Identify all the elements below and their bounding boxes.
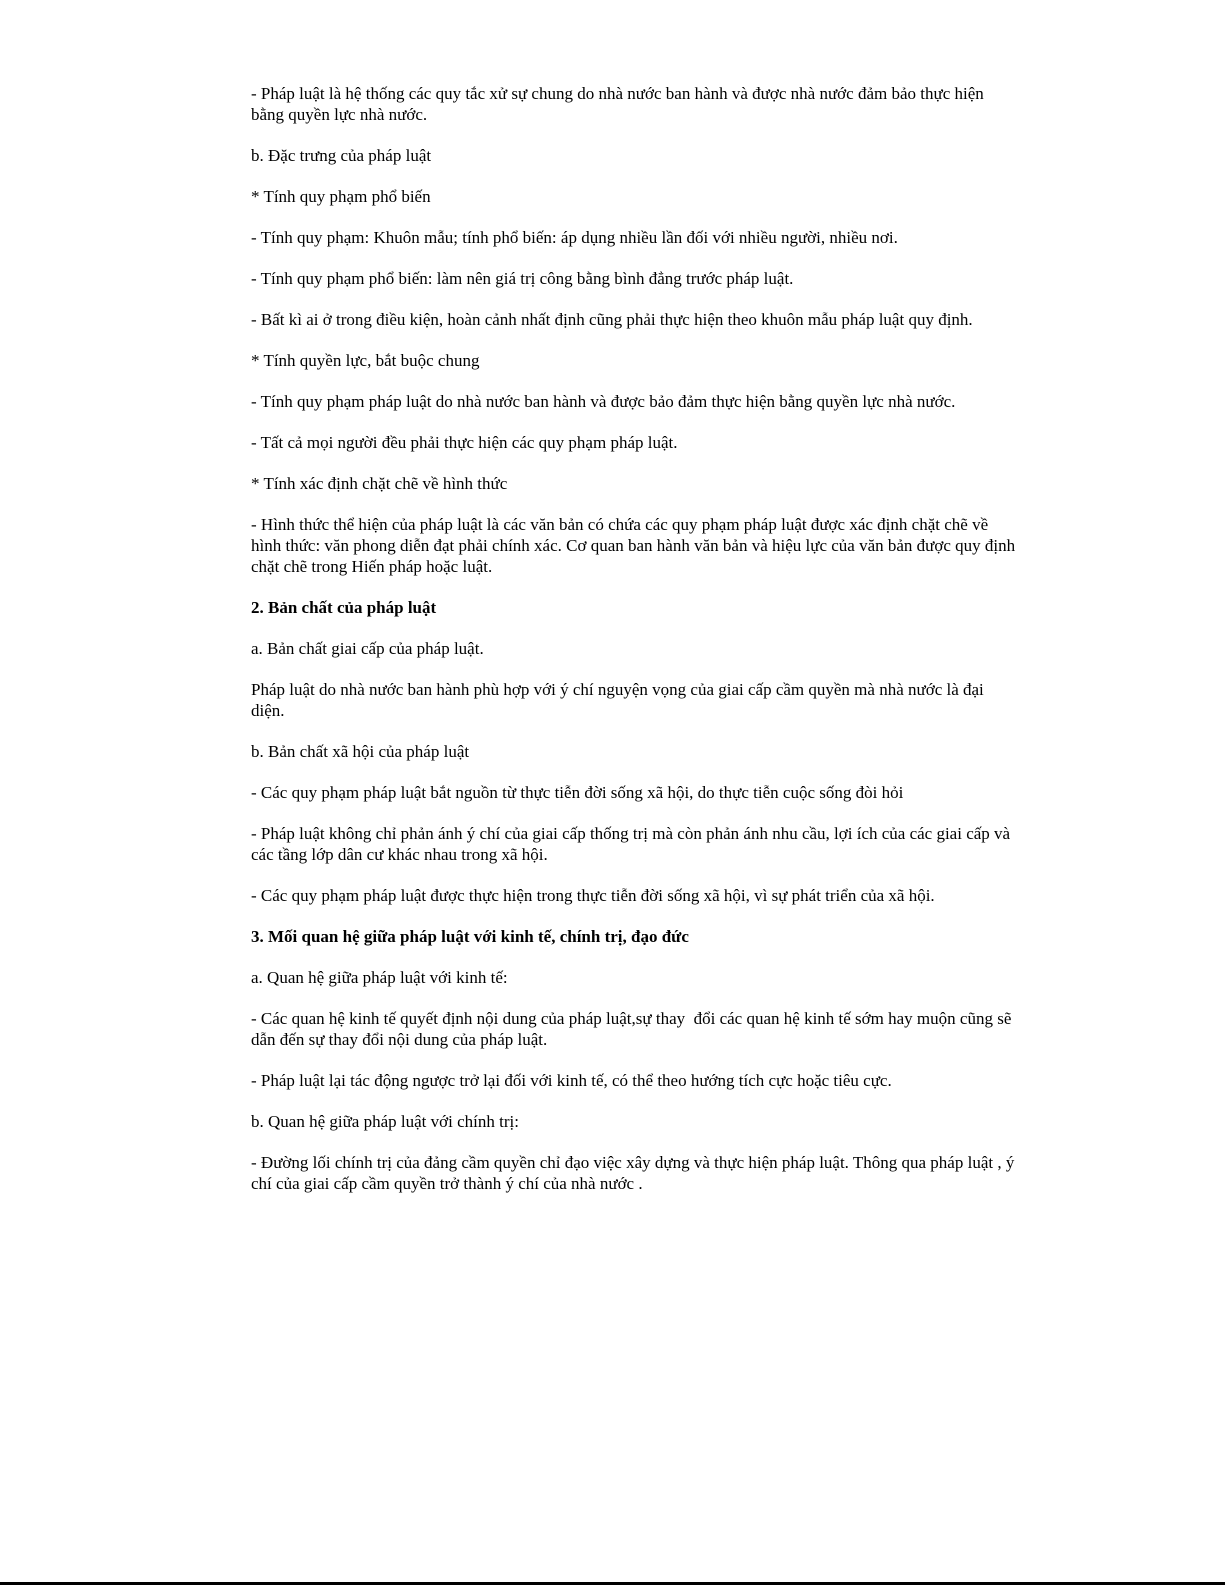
paragraph: - Pháp luật lại tác động ngược trở lại đối với kinh tế, có thể theo hướng tích cực hoặc tiêu cực. — [251, 1071, 892, 1090]
paragraph: - Hình thức thể hiện của pháp luật là các văn bản có chứa các quy phạm pháp luật được xác định chặt chẽ về hình thức: văn phong diễn đạt phải chính xác. Cơ quan ban hành văn bản và hiệu lực của văn bản được quy định chặt chẽ trong Hiến pháp hoặc luật. — [251, 515, 1020, 576]
paragraph: b. Quan hệ giữa pháp luật với chính trị: — [251, 1112, 519, 1131]
paragraph: - Tính quy phạm: Khuôn mẫu; tính phổ biến: áp dụng nhiều lần đối với nhiều người, nhiều nơi. — [251, 228, 898, 247]
paragraph: - Đường lối chính trị của đảng cầm quyền chỉ đạo việc xây dựng và thực hiện pháp luật. Thông qua pháp luật , ý chí của giai cấp cầm quyền trở thành ý chí của nhà nước . — [251, 1153, 1019, 1193]
section-heading: 2. Bản chất của pháp luật — [251, 598, 437, 617]
paragraph: - Pháp luật là hệ thống các quy tắc xử sự chung do nhà nước ban hành và được nhà nước đảm bảo thực hiện bằng quyền lực nhà nước. — [251, 84, 989, 124]
paragraph: - Tất cả mọi người đều phải thực hiện các quy phạm pháp luật. — [251, 433, 678, 452]
paragraph: - Pháp luật không chỉ phản ánh ý chí của giai cấp thống trị mà còn phản ánh nhu cầu, lợi ích của các giai cấp và các tầng lớp dân cư khác nhau trong xã hội. — [251, 824, 1015, 864]
paragraph: * Tính xác định chặt chẽ về hình thức — [251, 474, 508, 493]
paragraph: - Các quan hệ kinh tế quyết định nội dung của pháp luật,sự thay đổi các quan hệ kinh tế sớm hay muộn cũng sẽ dẫn đến sự thay đổi nội dung của pháp luật. — [251, 1009, 1016, 1049]
paragraph: a. Quan hệ giữa pháp luật với kinh tế: — [251, 968, 508, 987]
paragraph: - Tính quy phạm pháp luật do nhà nước ban hành và được bảo đảm thực hiện bằng quyền lực nhà nước. — [251, 392, 956, 411]
document-body — [251, 83, 1021, 1214]
paragraph: - Tính quy phạm phổ biến: làm nên giá trị công bằng bình đẳng trước pháp luật. — [251, 269, 794, 288]
paragraph: - Bất kì ai ở trong điều kiện, hoàn cảnh nhất định cũng phải thực hiện theo khuôn mẫu pháp luật quy định. — [251, 310, 973, 329]
paragraph: - Các quy phạm pháp luật được thực hiện trong thực tiễn đời sống xã hội, vì sự phát triển của xã hội. — [251, 886, 935, 905]
paragraph: * Tính quyền lực, bắt buộc chung — [251, 351, 480, 370]
paragraph: * Tính quy phạm phổ biến — [251, 187, 431, 206]
paragraph: b. Đặc trưng của pháp luật — [251, 146, 432, 165]
section-heading: 3. Mối quan hệ giữa pháp luật với kinh tế, chính trị, đạo đức — [251, 927, 689, 946]
paragraph: b. Bản chất xã hội của pháp luật — [251, 742, 470, 761]
paragraph: - Các quy phạm pháp luật bắt nguồn từ thực tiễn đời sống xã hội, do thực tiễn cuộc sống đòi hỏi — [251, 783, 904, 802]
paragraph: a. Bản chất giai cấp của pháp luật. — [251, 639, 484, 658]
paragraph: Pháp luật do nhà nước ban hành phù hợp với ý chí nguyện vọng của giai cấp cầm quyền mà nhà nước là đại diện. — [251, 680, 989, 720]
